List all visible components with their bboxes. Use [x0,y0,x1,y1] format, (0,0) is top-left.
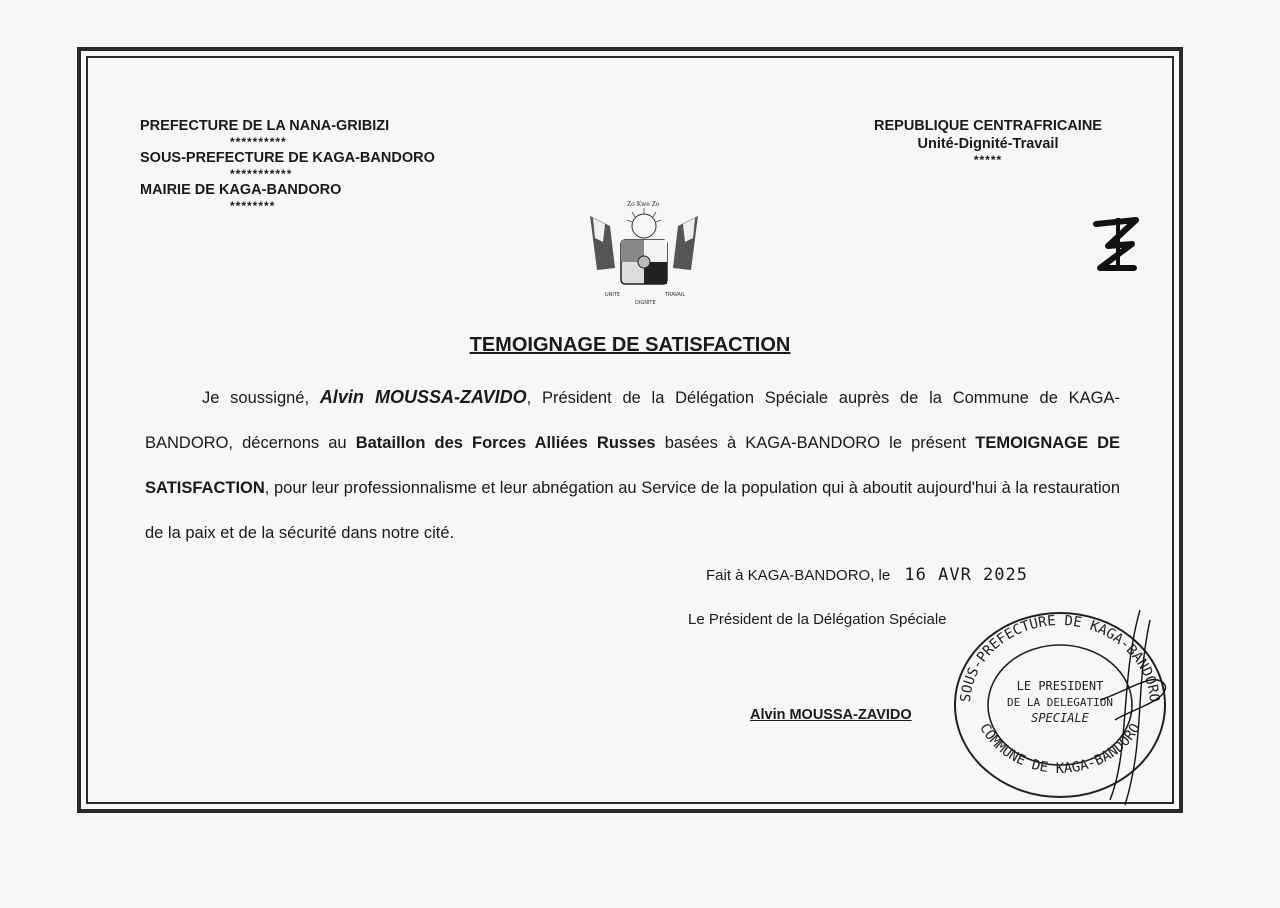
motto-line: Unité-Dignité-Travail [917,136,1059,152]
date-prefix: Fait à KAGA-BANDORO, le [706,567,891,584]
svg-text:DIGNITE: DIGNITE [635,300,656,306]
separator: *********** [230,167,293,181]
unit-name: Bataillon des Forces Alliées Russes [355,434,656,452]
mairie-line: MAIRIE DE KAGA-BANDORO [140,182,342,198]
svg-text:UNITE: UNITE [605,292,621,298]
body-text-part: basées à KAGA-BANDORO le présent [655,434,976,452]
handwritten-mark-icon [1088,212,1150,276]
separator: ***** [973,153,1003,167]
body-text-part: Je soussigné, [202,389,320,407]
header-left [140,117,470,213]
svg-text:Zo Kwe Zo: Zo Kwe Zo [627,201,660,208]
signatory-name-inline: Alvin MOUSSA-ZAVIDO [319,387,527,407]
document-title: TEMOIGNAGE DE SATISFACTION [469,334,791,356]
title-reference: TEMOIGNAGE DE SATISFACTION [145,434,1121,497]
stamp-inner-line3: SPECIALE [1031,711,1089,725]
separator: ******** [230,199,276,213]
sous-prefecture-line: SOUS-PREFECTURE DE KAGA-BANDORO [140,150,435,166]
coat-of-arms-icon [585,198,703,306]
stamp-bottom-text: COMMUNE DE KAGA-BANDORO [976,720,1144,777]
signatory-role: Le Président de la Délégation Spéciale [688,611,947,628]
stamp-inner-line2: DE LA DELEGATION [1007,696,1113,709]
prefecture-line: PREFECTURE DE LA NANA-GRIBIZI [140,118,390,134]
body-paragraph [145,375,1120,556]
date-stamp: 16 AVR 2025 [904,565,1028,585]
stamp-outer-text: SOUS-PREFECTURE DE KAGA-BANDORO [957,613,1163,703]
republic-line: REPUBLIQUE CENTRAFRICAINE [874,118,1102,134]
stamp-inner-line1: LE PRESIDENT [1016,679,1104,693]
official-stamp [940,600,1180,810]
svg-text:TRAVAIL: TRAVAIL [665,292,686,298]
body-text-part: , pour leur professionnalisme et leur abnégation au Service de la population qui à aboutit aujourd'hui à la restauration de la paix et de la sécurité dans notre cité. [145,479,1120,542]
date-line [706,565,1028,585]
signatory-name: Alvin MOUSSA-ZAVIDO [750,707,912,723]
body-text-part: , Président de la Délégation Spéciale auprès de la Commune de KAGA-BANDORO, décernons au [145,389,1120,452]
separator: ********** [230,135,287,149]
header-right [858,117,1118,167]
